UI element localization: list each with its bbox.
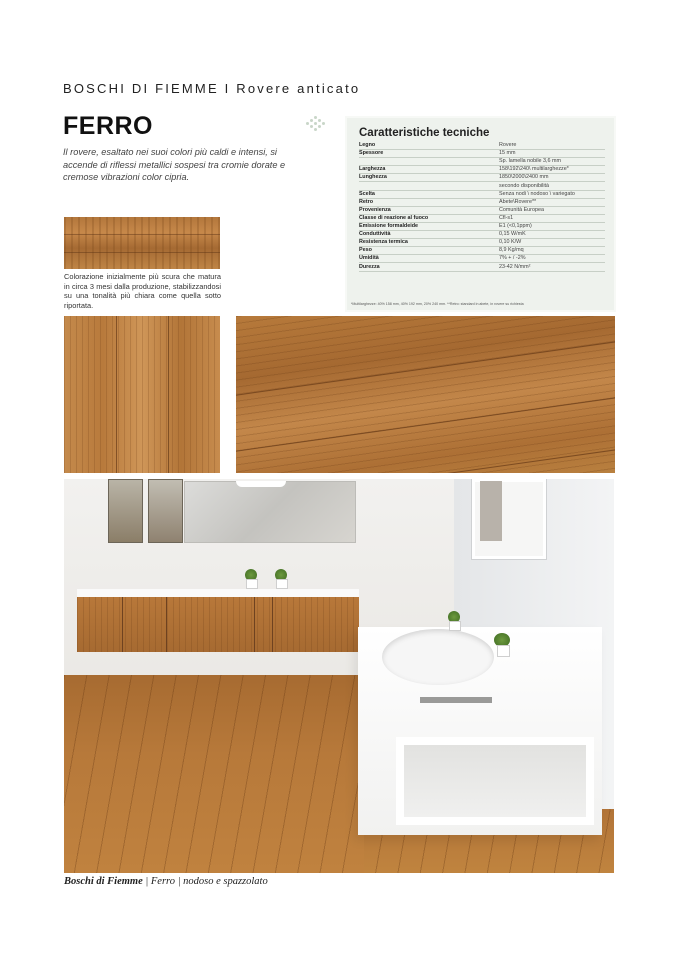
tech-spec-key: Peso xyxy=(359,247,499,255)
tech-spec-value: 158\192\240\ multilarghezze* xyxy=(499,166,605,174)
tech-spec-row xyxy=(359,222,605,230)
tech-spec-row xyxy=(359,214,605,222)
tech-specs-title: Caratteristiche tecniche xyxy=(359,127,490,139)
wood-sample-vertical xyxy=(64,316,220,473)
photo-caption xyxy=(64,876,268,887)
tech-spec-value: 0,10 K/W xyxy=(499,239,605,247)
tech-spec-value: Senza nodi \ nodoso \ variegato xyxy=(499,190,605,198)
product-title: FERRO xyxy=(63,112,153,140)
tech-spec-row xyxy=(359,150,605,158)
tech-spec-value: 7% + / -2% xyxy=(499,255,605,263)
page-header: BOSCHI DI FIEMME I Rovere anticato xyxy=(63,81,361,96)
product-description: Il rovere, esaltato nei suoi colori più caldi e intensi, si accende di riflessi metallici sospesi tra cromie dorate e cremose vibrazioni color cipria. xyxy=(63,147,286,182)
caption-detail: | Ferro | nodoso e spazzolato xyxy=(142,876,268,887)
tech-spec-value: 15 mm xyxy=(499,150,605,158)
tech-spec-value: 0,15 W/mK xyxy=(499,231,605,239)
tech-spec-row xyxy=(359,182,605,190)
tech-spec-value: Sp. lamella nobile 3,6 mm xyxy=(499,158,605,166)
tech-spec-row xyxy=(359,206,605,214)
tech-spec-row xyxy=(359,263,605,271)
bathroom-photo xyxy=(64,479,614,873)
tech-spec-value: Rovere xyxy=(499,142,605,150)
tech-spec-value: 23-42 N/mm² xyxy=(499,263,605,271)
tech-specs-panel xyxy=(347,118,614,310)
tech-spec-value: secondo disponibilità xyxy=(499,182,605,190)
tech-spec-key: Classe di reazione al fuoco xyxy=(359,214,499,222)
tech-spec-row xyxy=(359,158,605,166)
tech-spec-key: Provenienza xyxy=(359,206,499,214)
tech-spec-key xyxy=(359,158,499,166)
wood-sample-horizontal xyxy=(236,316,615,473)
tech-spec-row xyxy=(359,247,605,255)
tech-spec-key: Scelta xyxy=(359,190,499,198)
tech-spec-row xyxy=(359,174,605,182)
tech-spec-row xyxy=(359,198,605,206)
dots-decoration-icon xyxy=(306,116,324,132)
tech-spec-row xyxy=(359,255,605,263)
tech-spec-key: Spessore xyxy=(359,150,499,158)
caption-brand: Boschi di Fiemme xyxy=(64,876,143,887)
tech-spec-key: Durezza xyxy=(359,263,499,271)
tech-spec-row xyxy=(359,190,605,198)
tech-spec-key: Retro xyxy=(359,198,499,206)
tech-spec-key: Conduttività xyxy=(359,231,499,239)
tech-spec-value: Cfl-s1 xyxy=(499,214,605,222)
tech-spec-key xyxy=(359,182,499,190)
tech-spec-value: E1 (<0,1ppm) xyxy=(499,222,605,230)
swatch-caption: Colorazione inizialmente più scura che matura in circa 3 mesi dalla produzione, stabilizzandosi su una tonalità più chiara come quella sotto riportata. xyxy=(64,272,221,310)
tech-spec-row xyxy=(359,239,605,247)
tech-specs-footnote: *Multilarghezze: 40% 158 mm, 40% 192 mm, 20% 240 mm. **Retro: standard in abete, in rovere su richiesta xyxy=(351,302,524,306)
tech-spec-value: 1850\2000\2400 mm xyxy=(499,174,605,182)
tech-spec-key: Larghezza xyxy=(359,166,499,174)
tech-spec-row xyxy=(359,166,605,174)
tech-spec-value: 8,9 Kg/mq xyxy=(499,247,605,255)
color-swatch xyxy=(64,217,220,269)
tech-spec-key: Umidità xyxy=(359,255,499,263)
tech-spec-key: Emissione formaldeide xyxy=(359,222,499,230)
tech-spec-key: Resistenza termica xyxy=(359,239,499,247)
tech-spec-row xyxy=(359,231,605,239)
tech-spec-value: Comunità Europea xyxy=(499,206,605,214)
tech-specs-table xyxy=(359,142,605,272)
tech-spec-row xyxy=(359,142,605,150)
tech-spec-key: Legno xyxy=(359,142,499,150)
tech-spec-value: Abete\Rovere** xyxy=(499,198,605,206)
tech-spec-key: Lunghezza xyxy=(359,174,499,182)
